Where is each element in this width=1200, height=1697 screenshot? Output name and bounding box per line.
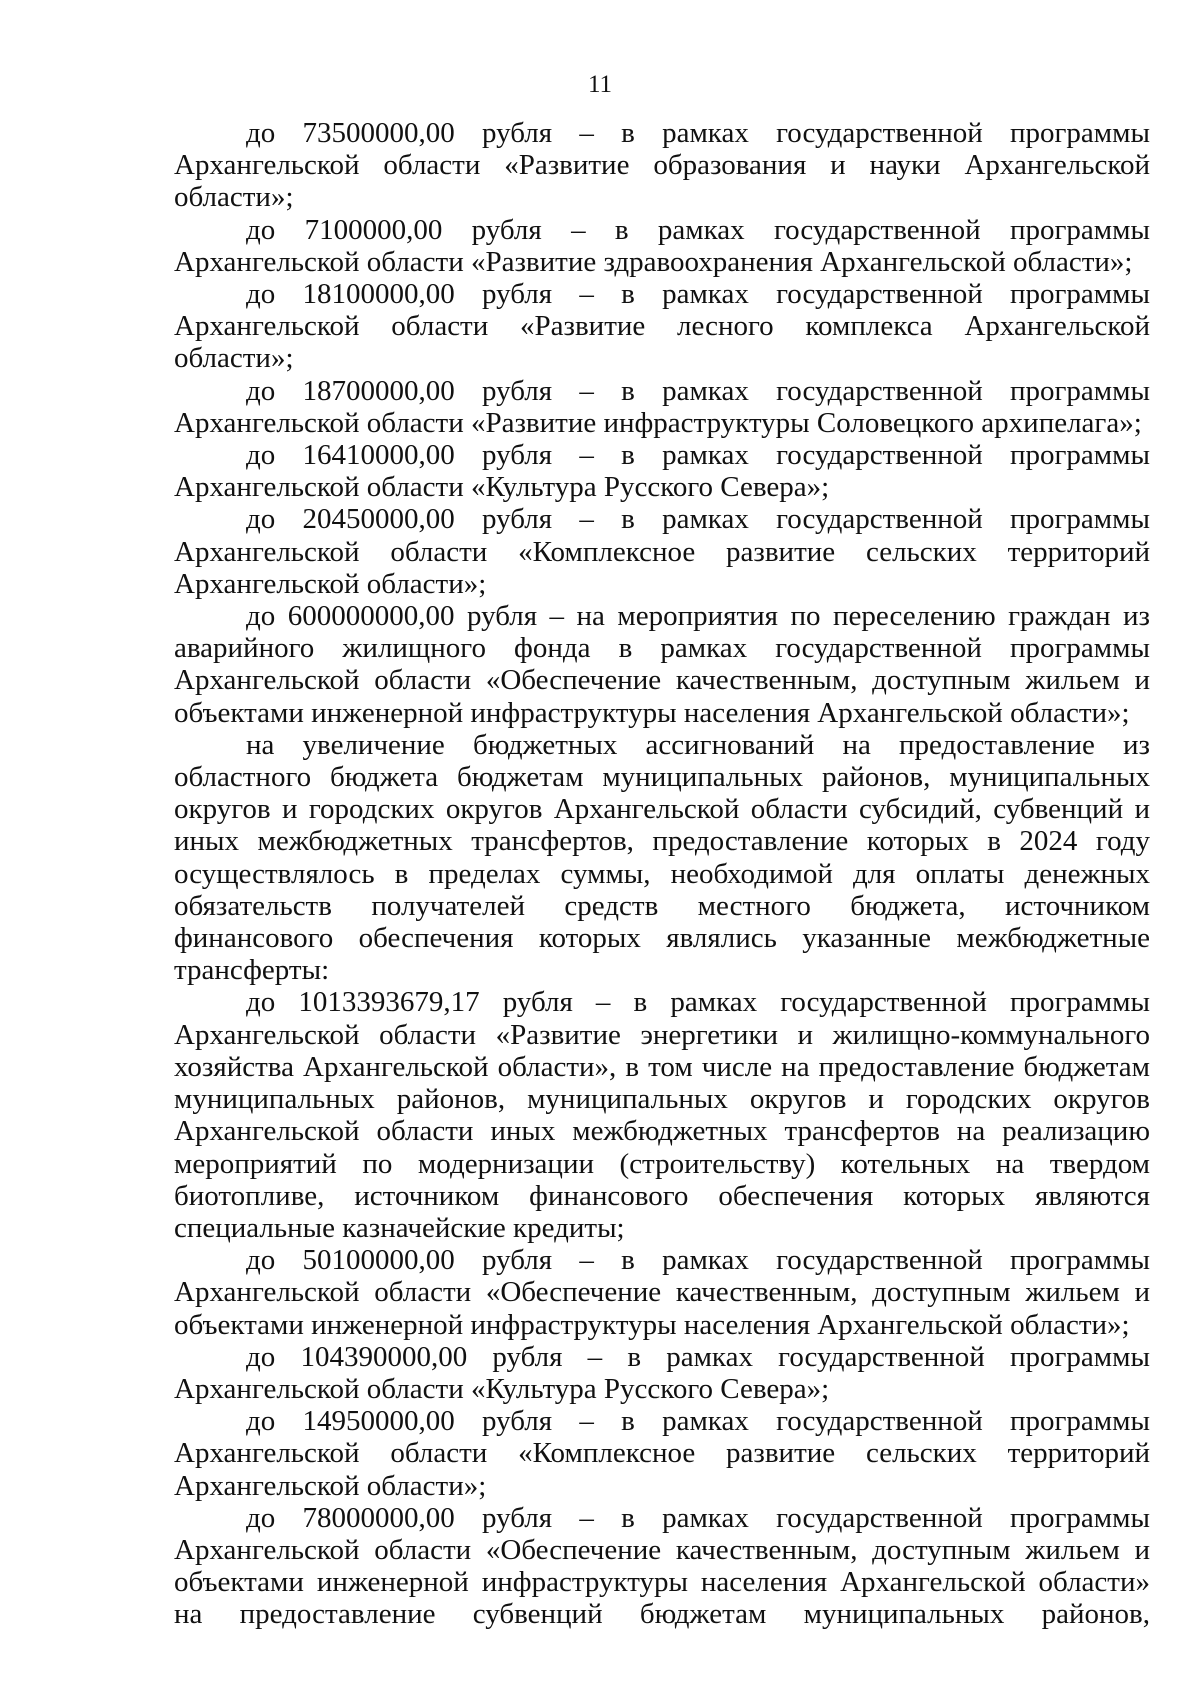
document-body [174, 117, 1150, 1631]
paragraph-rural-development-program-2: до 14950000,00 рубля – в рамках государственной программы Архангельской области «Комплексное развитие сельских территорий Архангельской области»; [174, 1405, 1150, 1502]
paragraph-rural-development-program: до 20450000,00 рубля – в рамках государственной программы Архангельской области «Комплексное развитие сельских территорий Архангельской области»; [174, 503, 1150, 600]
paragraph-culture-program-2: до 104390000,00 рубля – в рамках государственной программы Архангельской области «Культура Русского Севера»; [174, 1340, 1150, 1405]
paragraph-culture-program: до 16410000,00 рубля – в рамках государственной программы Архангельской области «Культура Русского Севера»; [174, 439, 1150, 504]
paragraph-budget-increase: на увеличение бюджетных ассигнований на предоставление из областного бюджета бюджетам муниципальных районов, муниципальных округов и городских округов Архангельской области субсидий, субвенций и иных межбюджетных трансфертов, предоставление которых в 2024 году осуществлялось в пределах суммы, необходимой для оплаты денежных обязательств получателей средств местного бюджета, источником финансового обеспечения которых являлись указанные межбюджетные трансферты: [174, 728, 1150, 987]
paragraph-education-program: до 73500000,00 рубля – в рамках государственной программы Архангельской области «Развитие образования и науки Архангельской области»; [174, 117, 1150, 214]
paragraph-housing-program: до 50100000,00 рубля – в рамках государственной программы Архангельской области «Обеспечение качественным, доступным жильем и объектами инженерной инфраструктуры населения Архангельской области»; [174, 1244, 1150, 1341]
paragraph-energy-program: до 1013393679,17 рубля – в рамках государственной программы Архангельской области «Развитие энергетики и жилищно-коммунального хозяйства Архангельской области», в том числе на предоставление бюджетам муниципальных районов, муниципальных округов и городских округов Архангельской области иных межбюджетных трансфертов на реализацию мероприятий по модернизации (строительству) котельных на твердом биотопливе, источником финансового обеспечения которых являются специальные казначейские кредиты; [174, 986, 1150, 1244]
page-number: 11 [587, 71, 613, 98]
paragraph-forestry-program: до 18100000,00 рубля – в рамках государственной программы Архангельской области «Развитие лесного комплекса Архангельской области»; [174, 278, 1150, 375]
paragraph-resettlement-program: до 600000000,00 рубля – на мероприятия по переселению граждан из аварийного жилищного фонда в рамках государственной программы Архангельской области «Обеспечение качественным, доступным жильем и объектами инженерной инфраструктуры населения Архангельской области»; [174, 600, 1150, 729]
paragraph-housing-subventions: до 78000000,00 рубля – в рамках государственной программы Архангельской области «Обеспечение качественным, доступным жильем и объектами инженерной инфраструктуры населения Архангельской области» на предоставление субвенций бюджетам муниципальных районов, [174, 1501, 1150, 1631]
paragraph-healthcare-program: до 7100000,00 рубля – в рамках государственной программы Архангельской области «Развитие здравоохранения Архангельской области»; [174, 213, 1150, 278]
paragraph-solovetsky-program: до 18700000,00 рубля – в рамках государственной программы Архангельской области «Развитие инфраструктуры Соловецкого архипелага»; [174, 374, 1150, 439]
